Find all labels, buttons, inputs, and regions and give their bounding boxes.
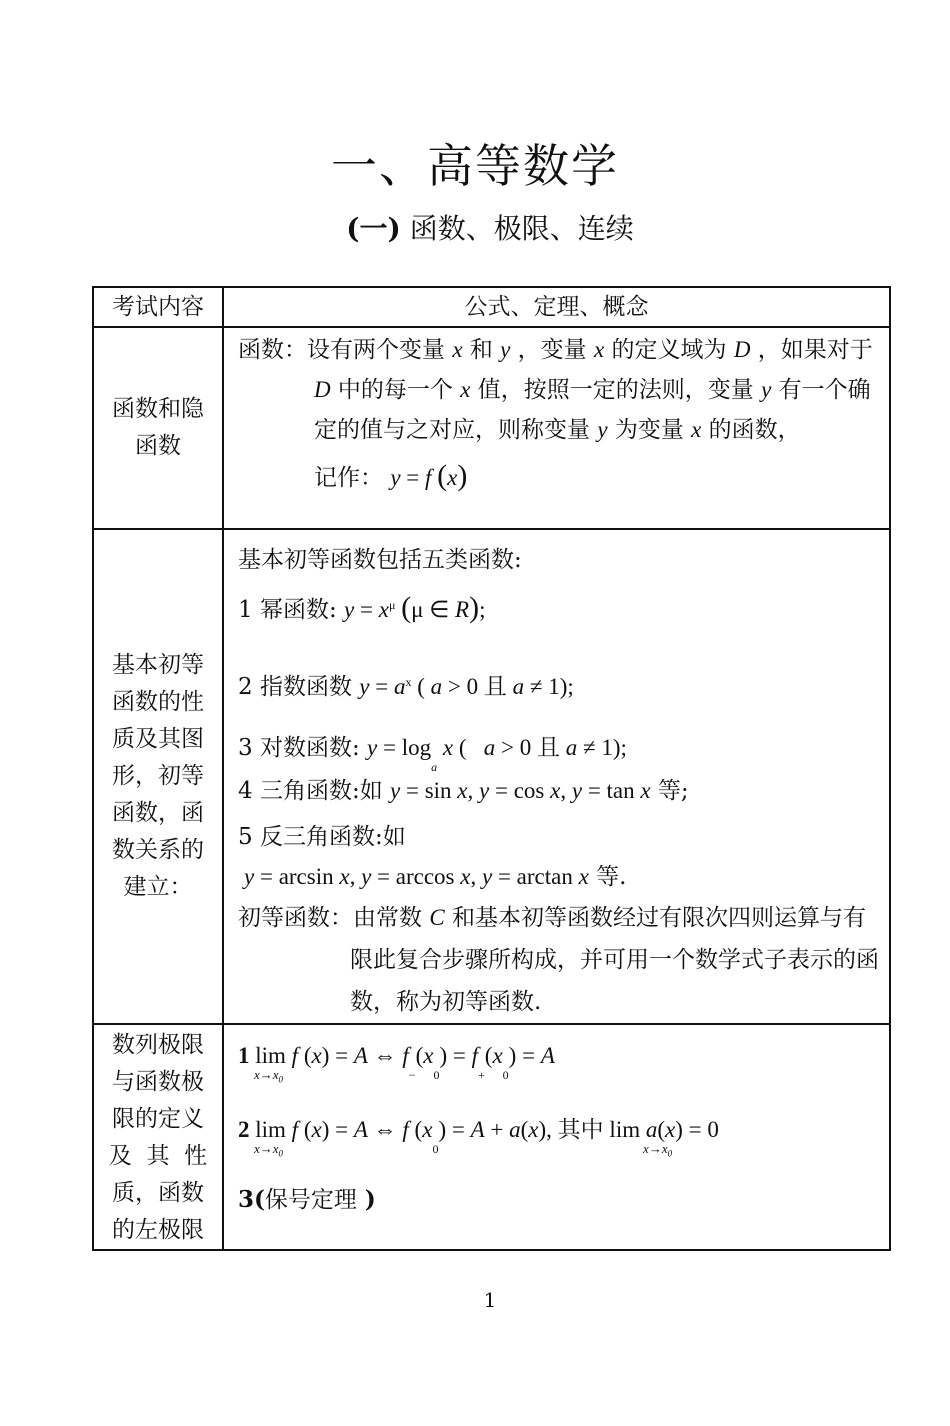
topic-text: 函数和隐 函数 bbox=[112, 396, 204, 459]
table-row bbox=[93, 529, 890, 1024]
table-row bbox=[93, 1024, 890, 1250]
section-title: 函数、极限、连续 bbox=[409, 212, 634, 245]
header-exam-content: 考试内容 bbox=[93, 287, 223, 327]
header-formulas: 公式、定理、概念 bbox=[223, 287, 890, 327]
elementary-function-definition: 初等函数：由常数 C 和基本初等函数经过有限次四则运算与有限此复合步骤所构成，并可用一个数学式子表示的函数，称为初等函数. bbox=[238, 905, 879, 1015]
content-cell bbox=[223, 529, 890, 1024]
topic-text: 数列极限 与函数极 限的定义 及 其 性 质，函数 的左极限 bbox=[108, 1032, 208, 1243]
page-number: 1 bbox=[483, 1288, 497, 1312]
function-definition: 函数：设有两个变量 x 和 y ，变量 x 的定义域为 D ，如果对于 D 中的每一个 x 值，按照一定的法则，变量 y 有一个确定的值与之对应，则称变量 y 为变量 x 的函数， bbox=[238, 337, 873, 443]
topic-cell bbox=[93, 1024, 223, 1250]
sign-preserving-theorem: 3(保号定理 ) bbox=[238, 1186, 376, 1214]
power-function: 1 幂函数: $y = x^\mu$ (μ ∈ R); bbox=[238, 591, 486, 624]
topic-cell bbox=[93, 327, 223, 529]
function-notation: 记作： y = f (x) bbox=[314, 459, 468, 492]
trig-function: 4 三角函数:如 y = sin x, y = cos x, y = tan x 等; bbox=[238, 778, 689, 804]
topic-text: 基本初等 函数的性 质及其图 形，初等 函数，函 数关系的 建立： bbox=[112, 652, 204, 900]
limit-theorem-2: 2 lim f (x) = A ⇔ f $(x_0) = A + a(x)$, 其中 lim a(x) = 0 $x\to x_0$ $x\to x_0$ bbox=[238, 1116, 719, 1159]
section-number: (一) bbox=[346, 212, 401, 245]
document-title: 一、高等数学 bbox=[331, 139, 619, 193]
logarithmic-function: 3 对数函数: $y = \log_a x$ ( a > 0 且 a ≠ 1); bbox=[238, 735, 627, 774]
content-table bbox=[92, 286, 891, 1251]
content-cell bbox=[223, 1024, 890, 1250]
table-header-row bbox=[93, 287, 890, 327]
limit-theorem-1: 1 lim f (x) = A ⇔ $f_-(x_0) = f_+(x_0) = A$ $x\to x_0$ bbox=[238, 1043, 555, 1085]
section-subtitle bbox=[0, 207, 950, 247]
content-cell bbox=[223, 327, 890, 529]
inverse-trig-function: 5 反三角函数:如 bbox=[238, 824, 406, 850]
inverse-trig-examples: y = arcsin x, y = arccos x, y = arctan x 等. bbox=[244, 864, 627, 890]
basic-functions-intro: 基本初等函数包括五类函数: bbox=[238, 547, 522, 573]
topic-cell bbox=[93, 529, 223, 1024]
exponential-function: 2 指数函数 $y = a^x$ ( a > 0 且 a ≠ 1); bbox=[238, 674, 574, 700]
table-row bbox=[93, 327, 890, 529]
